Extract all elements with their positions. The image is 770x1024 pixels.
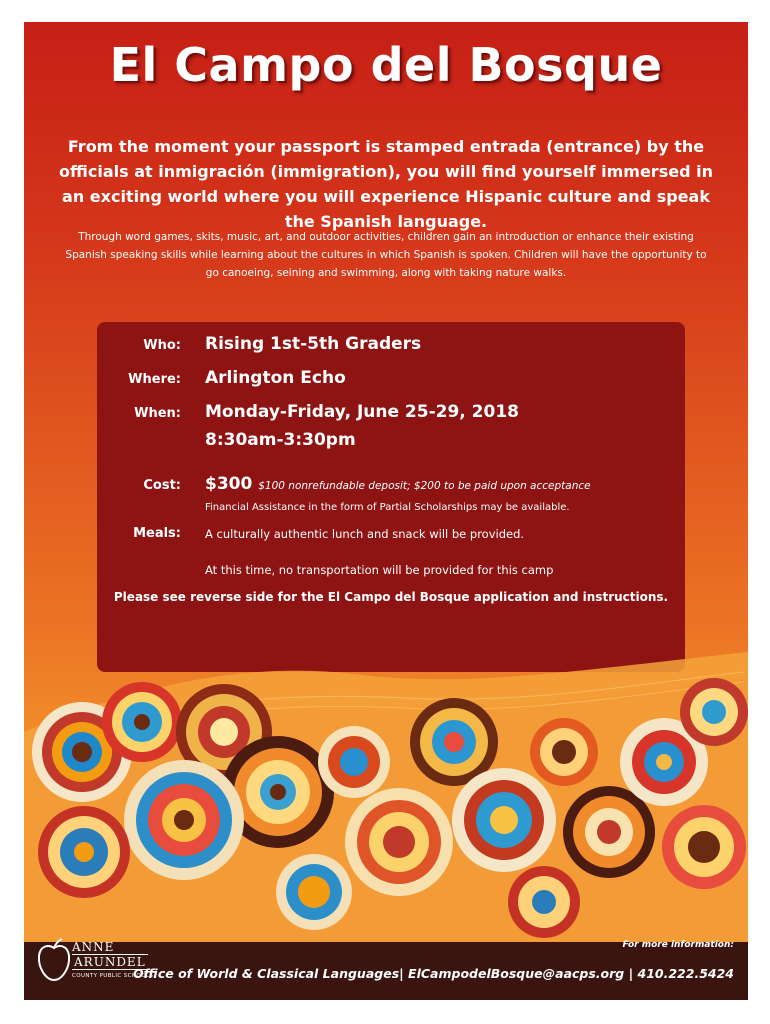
who-value: Rising 1st-5th Graders bbox=[205, 334, 422, 354]
cost-value: $300 bbox=[205, 474, 253, 494]
description-paragraph: Through word games, skits, music, art, and outdoor activities, children gain an introduction or enhance their existing Spanish speaking skills while learning about the cultures in which Spanish is spoken. Children will have the opportunity to go canoeing, seining and swimming, along with taking nature walks. bbox=[65, 231, 707, 279]
where-label: Where: bbox=[128, 372, 181, 387]
logo-line-arundel: ARUNDEL bbox=[74, 955, 146, 969]
meals-label: Meals: bbox=[133, 526, 181, 541]
flyer bbox=[24, 22, 748, 1000]
keyword-inmigracion: inmigración bbox=[158, 162, 265, 181]
intro-part-3: (immigration), you will find yourself immersed in an exciting world where you will experience Hispanic culture and speak the Spanish language. bbox=[62, 162, 713, 231]
logo-line-anne: ANNE bbox=[72, 940, 115, 954]
keyword-entrada: entrada bbox=[469, 137, 541, 156]
transport-note: At this time, no transportation will be provided for this camp bbox=[205, 563, 554, 577]
financial-assistance: Financial Assistance in the form of Partial Scholarships may be available. bbox=[205, 502, 570, 513]
details-panel bbox=[97, 322, 685, 672]
where-value: Arlington Echo bbox=[205, 368, 346, 388]
aacps-logo bbox=[34, 936, 174, 992]
reverse-side-note: Please see reverse side for the El Campo del Bosque application and instructions. bbox=[113, 590, 669, 604]
contact-line: Office of World & Classical Languages| ElCampodelBosque@aacps.org | 410.222.5424 bbox=[132, 966, 734, 981]
when-time: 8:30am-3:30pm bbox=[205, 430, 356, 450]
intro-part-2: (entrance) by the officials at bbox=[59, 137, 705, 181]
intro-part-1: From the moment your passport is stamped bbox=[67, 137, 470, 156]
when-label: When: bbox=[134, 406, 181, 421]
cost-label: Cost: bbox=[143, 478, 181, 493]
more-info-label: For more information: bbox=[622, 940, 734, 950]
cost-note: $100 nonrefundable deposit; $200 to be paid upon acceptance bbox=[258, 480, 591, 492]
meals-value: A culturally authentic lunch and snack will be provided. bbox=[205, 527, 525, 541]
intro-paragraph bbox=[46, 134, 726, 234]
apple-logo-icon bbox=[34, 936, 74, 986]
when-date: Monday-Friday, June 25-29, 2018 bbox=[205, 402, 519, 422]
who-label: Who: bbox=[143, 338, 181, 353]
logo-line-schools: COUNTY PUBLIC SCHOOLS bbox=[72, 973, 154, 979]
page-title: El Campo del Bosque bbox=[109, 38, 663, 92]
